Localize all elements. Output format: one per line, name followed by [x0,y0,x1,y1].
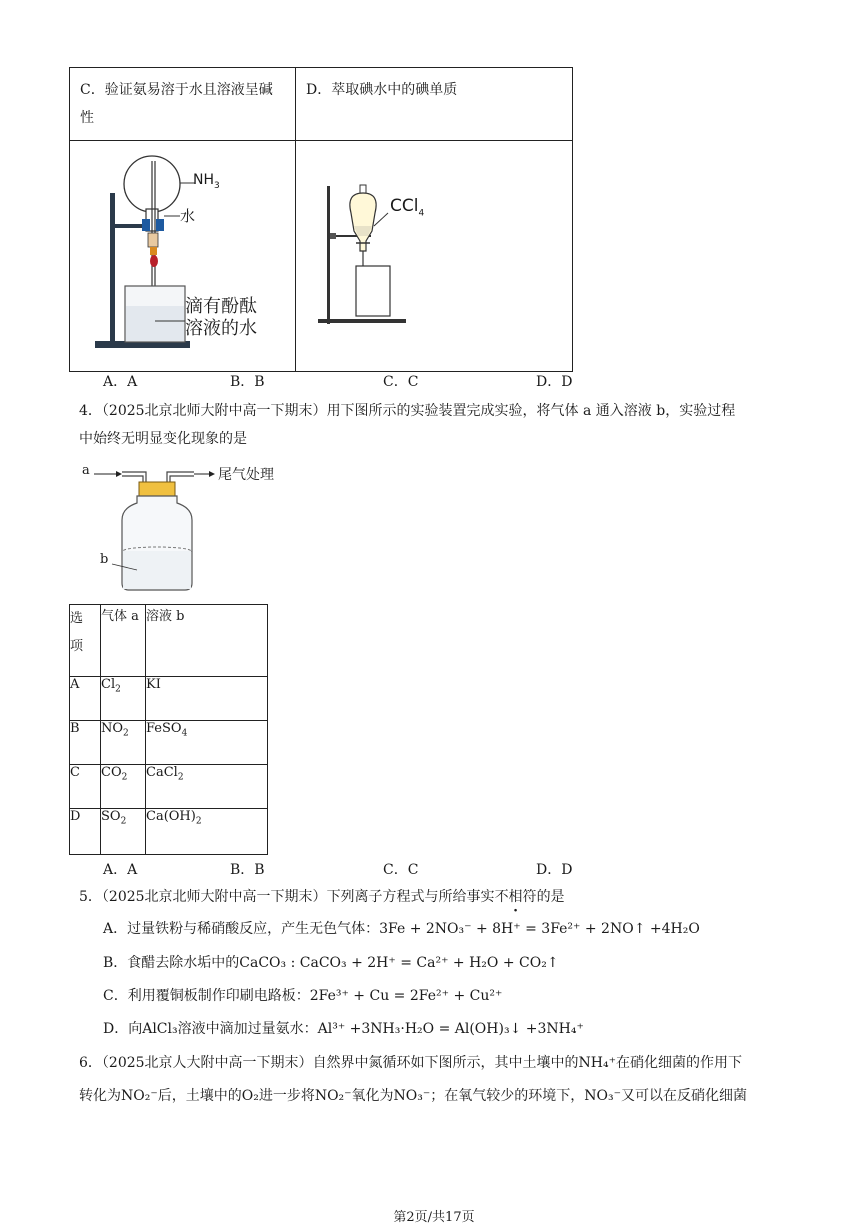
q5-option-d[interactable] [103,1019,584,1039]
q4-option-d[interactable]: D．D [536,862,573,878]
q5-stem-post: 的是 [536,889,565,905]
q3-option-a[interactable]: A．A [103,374,138,390]
fig-c-water-label: 水 [180,207,196,225]
row-solution: CaCl$_2$ [146,765,268,809]
q5-option-a[interactable] [103,919,700,939]
q4-header-option [70,605,101,677]
header-opt-line2: 项 [70,639,84,654]
q3-table [69,67,573,372]
row-option: A [70,677,101,721]
q3-option-c[interactable]: C．C [383,374,419,390]
row-option: C [70,765,101,809]
q3-option-b[interactable]: B．B [230,374,265,390]
q5-a-equation: 3Fe + 2NO₃⁻ + 8H⁺ = 3Fe²⁺ + 2NO↑ +4H₂O [379,921,700,937]
fig-c-gas-label: $NH_3$ [193,172,220,191]
q4-stem-line2: 中始终无明显变化现象的是 [79,431,247,447]
row-solution: KI [146,677,268,721]
q5-stem [79,887,565,907]
q6-stem-line1 [79,1053,742,1073]
q6-number: 6． [79,1055,102,1071]
row-option: B [70,721,101,765]
q5-source: （2025北京北师大附中高一下期末） [101,889,327,905]
table-row [70,721,268,765]
q3-cell-c-figure [70,141,296,372]
fig-d-reagent-label: CCl$_4$ [390,196,425,219]
fountain-experiment-figure [70,141,295,371]
fig-outlet-label: 尾气处理 [218,467,274,483]
q4-option-a[interactable]: A．A [103,862,138,878]
beaker-label-line2: 溶液的水 [185,318,257,339]
q4-table [69,604,268,855]
q3-d-label: D．萃取碘水中的碘单质 [306,82,458,98]
q4-stem-line1 [79,401,735,421]
row-gas: $Cl_2$ [101,677,146,721]
header-opt-line1: 选 [70,611,84,626]
q4-option-c[interactable]: C．C [383,862,419,878]
q5-stem-emphasis: 不相符 [494,889,537,905]
q5-c-text: C．利用覆铜板制作印刷电路板： [103,988,310,1004]
row-gas: $SO_2$ [101,809,146,855]
q3-c-line1: C．验证氨易溶于水且溶液呈碱 [80,82,273,98]
q5-option-b[interactable] [103,953,559,973]
q5-stem-pre: 下列离子方程式与所给事实 [326,889,495,905]
q3-option-d[interactable]: D．D [536,374,573,390]
page-footer: 第2页/共17页 [393,1210,475,1225]
q4-header-gas: 气体 a [101,605,146,677]
table-row [70,677,268,721]
row-solution: FeSO$_4$ [146,721,268,765]
q3-cell-d-figure [296,141,573,372]
fig-solution-label: b [100,552,109,567]
row-gas: $NO_2$ [101,721,146,765]
q4-source: （2025北京北师大附中高一下期末） [101,403,327,419]
gas-washing-bottle-figure [82,458,302,598]
fig-inlet-label: a [82,463,90,478]
fig-c-beaker-label [185,296,257,340]
q3-c-line2: 性 [80,110,94,126]
q3-cell-d-label [296,68,573,141]
q5-option-c[interactable] [103,986,502,1006]
q4-number: 4． [79,403,102,419]
q6-source: （2025北京人大附中高一下期末） [101,1055,313,1071]
beaker-label-line1: 滴有酚酞 [185,296,257,317]
row-solution: $Ca(OH)_2$ [146,809,268,855]
q5-c-equation: 2Fe³⁺ + Cu = 2Fe²⁺ + Cu²⁺ [309,988,503,1004]
q5-d-text: D．向AlCl₃溶液中滴加过量氨水： [103,1021,318,1037]
table-row [70,809,268,855]
row-option: D [70,809,101,855]
q4-stem-a: 用下图所示的实验装置完成实验，将气体 a 通入溶液 b，实验过程 [326,403,736,419]
q5-number: 5． [79,889,102,905]
q4-option-b[interactable]: B．B [230,862,265,878]
q3-cell-c-label [70,68,296,141]
row-gas: $CO_2$ [101,765,146,809]
q5-b-text: B．食醋去除水垢中的CaCO₃ : [103,955,300,971]
q6-stem-line2: 转化为NO₂⁻后，土壤中的O₂进一步将NO₂⁻氧化为NO₃⁻；在氧气较少的环境下，NO₃⁻又可以在反硝化细菌 [79,1088,748,1104]
q5-d-equation: Al³⁺ +3NH₃·H₂O = Al(OH)₃↓ +3NH₄⁺ [317,1021,584,1037]
q5-b-equation: CaCO₃ + 2H⁺ = Ca²⁺ + H₂O + CO₂↑ [299,955,559,971]
q5-a-text: A．过量铁粉与稀硝酸反应，产生无色气体： [103,921,380,937]
q6-line1-text: 自然界中氮循环如下图所示，其中土壤中的NH₄⁺在硝化细菌的作用下 [312,1055,743,1071]
table-row [70,765,268,809]
q4-header-solution: 溶液 b [146,605,268,677]
separatory-funnel-figure [296,141,572,371]
